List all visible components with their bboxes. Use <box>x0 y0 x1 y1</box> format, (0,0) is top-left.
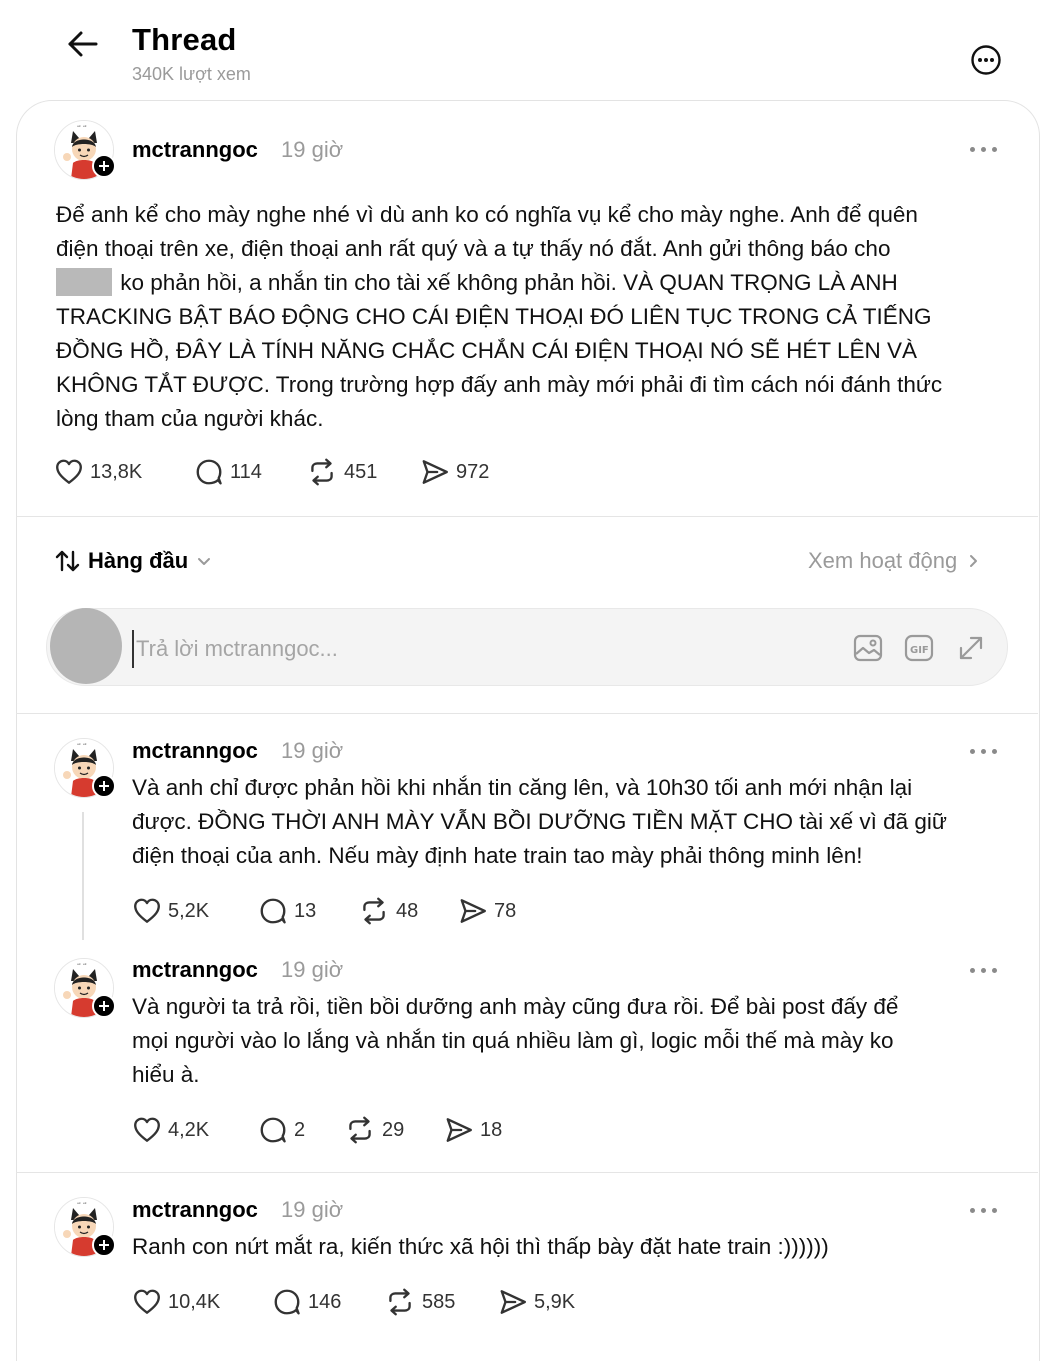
post-text-line: mọi người vào lo lắng và nhắn tin quá nhiều làm gì, logic mỗi thế mà mày ko <box>132 1028 894 1053</box>
send-icon <box>444 1115 474 1145</box>
more-circle-icon[interactable] <box>970 44 1002 76</box>
post-text-line: được. ĐỒNG THỜI ANH MÀY VẪN BỒI DƯỠNG TIỀN MẶT CHO tài xế vì đã giữ <box>132 809 947 834</box>
comment-button[interactable] <box>194 457 262 487</box>
send-icon <box>458 896 488 926</box>
comment-count: 114 <box>230 460 262 483</box>
post-text-line: Ranh con nứt mắt ra, kiến thức xã hội thì thấp bày đặt hate train :)))))) <box>132 1234 829 1259</box>
post-text-line: điện thoại của anh. Nếu mày định hate train tao mày phải thông minh lên! <box>132 843 863 868</box>
divider <box>16 1172 1038 1173</box>
heart-icon <box>132 1115 162 1145</box>
like-count: 13,8K <box>90 460 143 483</box>
sort-label: Hàng đầu <box>88 548 189 573</box>
post-text-line: ĐỒNG HỒ, ĐÂY LÀ TÍNH NĂNG CHẮC CHẮN CÁI ĐIỆN THOẠI NÓ SẼ HÉT LÊN VÀ <box>56 338 917 363</box>
like-button[interactable] <box>132 1115 209 1145</box>
comment-count: 13 <box>294 899 317 922</box>
post-username[interactable]: mctranngoc <box>132 1197 258 1222</box>
repost-count: 585 <box>422 1290 456 1313</box>
repost-count: 451 <box>344 460 378 483</box>
share-count: 78 <box>494 899 517 922</box>
heart-icon <box>54 457 84 487</box>
post-text-line: Để anh kể cho mày nghe nhé vì dù anh ko có nghĩa vụ kể cho mày nghe. Anh để quên <box>56 202 918 227</box>
share-count: 972 <box>456 460 490 483</box>
repost-icon <box>384 1287 416 1317</box>
post-text-line: Và anh chỉ được phản hồi khi nhắn tin căng lên, và 10h30 tối anh mới nhận lại <box>132 775 913 800</box>
post-body <box>132 1230 1012 1264</box>
post-body <box>56 198 1016 436</box>
sort-arrows-icon <box>54 548 82 574</box>
svg-text:GIF: GIF <box>910 645 929 656</box>
share-button[interactable] <box>458 896 516 926</box>
comment-count: 2 <box>294 1118 306 1141</box>
share-button[interactable] <box>498 1287 575 1317</box>
like-count: 10,4K <box>168 1290 221 1313</box>
divider <box>16 713 1038 714</box>
like-button[interactable] <box>132 1287 220 1317</box>
more-horizontal-icon[interactable] <box>970 144 1000 154</box>
back-arrow-icon[interactable] <box>62 24 104 64</box>
like-button[interactable] <box>54 457 142 487</box>
view-count: 340K lượt xem <box>132 64 251 84</box>
post-text-line: KHÔNG TẮT ĐƯỢC. Trong trường hợp đấy anh mày mới phải đi tìm cách nói đánh thức <box>56 372 943 397</box>
share-button[interactable] <box>444 1115 502 1145</box>
post-text-line: Và người ta trả rồi, tiền bồi dưỡng anh mày cũng đưa rồi. Để bài post đấy để <box>132 994 899 1019</box>
share-button[interactable] <box>420 457 489 487</box>
post-time: 19 giờ <box>281 738 344 763</box>
follow-plus-icon[interactable] <box>92 1233 116 1257</box>
activity-label: Xem hoạt động <box>808 548 958 573</box>
comment-button[interactable] <box>258 1115 305 1145</box>
chevron-right-icon <box>967 551 981 571</box>
follow-plus-icon[interactable] <box>92 774 116 798</box>
comment-button[interactable] <box>258 896 316 926</box>
repost-icon <box>358 896 390 926</box>
post-text-line: lòng tham của người khác. <box>56 406 324 431</box>
post-text-line: điện thoại trên xe, điện thoại anh rất quý và a tự thấy nó đắt. Anh gửi thông báo cho <box>56 236 891 261</box>
post-username[interactable]: mctranngoc <box>132 137 258 162</box>
like-button[interactable] <box>132 896 209 926</box>
repost-button[interactable] <box>306 457 377 487</box>
top-bar <box>0 0 1056 100</box>
reply-input[interactable] <box>132 630 818 668</box>
post-text-line: TRACKING BẬT BÁO ĐỘNG CHO CÁI ĐIỆN THOẠI ĐÓ LIÊN TỤC TRONG CẢ TIẾNG <box>56 304 932 329</box>
expand-icon[interactable] <box>955 632 987 669</box>
post-text-line: hiểu à. <box>132 1062 200 1087</box>
post-body <box>132 771 1012 873</box>
repost-icon <box>306 457 338 487</box>
heart-icon <box>132 1287 162 1317</box>
comment-bubble-icon <box>258 1115 288 1145</box>
share-count: 18 <box>480 1118 503 1141</box>
post-time: 19 giờ <box>281 1197 344 1222</box>
image-icon[interactable] <box>852 632 884 669</box>
post-text-line: ko phản hồi, a nhắn tin cho tài xế không phản hồi. VÀ QUAN TRỌNG LÀ ANH <box>56 266 1016 300</box>
comment-bubble-icon <box>272 1287 302 1317</box>
repost-count: 48 <box>396 899 419 922</box>
like-count: 4,2K <box>168 1118 210 1141</box>
thread-connector-line <box>82 812 84 940</box>
comment-button[interactable] <box>272 1287 341 1317</box>
post-username[interactable]: mctranngoc <box>132 738 258 763</box>
post-username[interactable]: mctranngoc <box>132 957 258 982</box>
share-count: 5,9K <box>534 1290 576 1313</box>
post-time: 19 giờ <box>281 137 344 162</box>
gif-icon[interactable] <box>903 632 935 669</box>
follow-plus-icon[interactable] <box>92 994 116 1018</box>
send-icon <box>498 1287 528 1317</box>
repost-count: 29 <box>382 1118 405 1141</box>
more-horizontal-icon[interactable] <box>970 965 1000 975</box>
repost-button[interactable] <box>358 896 418 926</box>
sort-dropdown[interactable] <box>54 548 214 574</box>
more-horizontal-icon[interactable] <box>970 1205 1000 1215</box>
redacted-block <box>56 268 112 296</box>
repost-button[interactable] <box>344 1115 404 1145</box>
avatar <box>50 608 122 684</box>
more-horizontal-icon[interactable] <box>970 746 1000 756</box>
repost-button[interactable] <box>384 1287 455 1317</box>
repost-icon <box>344 1115 376 1145</box>
comment-bubble-icon <box>194 457 224 487</box>
post-time: 19 giờ <box>281 957 344 982</box>
follow-plus-icon[interactable] <box>92 154 116 178</box>
send-icon <box>420 457 450 487</box>
chevron-down-icon <box>194 551 214 571</box>
view-activity-link[interactable] <box>808 548 981 574</box>
page-title: Thread <box>132 22 237 57</box>
like-count: 5,2K <box>168 899 210 922</box>
comment-count: 146 <box>308 1290 342 1313</box>
post-body <box>132 990 1012 1092</box>
divider <box>16 516 1038 517</box>
comment-bubble-icon <box>258 896 288 926</box>
heart-icon <box>132 896 162 926</box>
